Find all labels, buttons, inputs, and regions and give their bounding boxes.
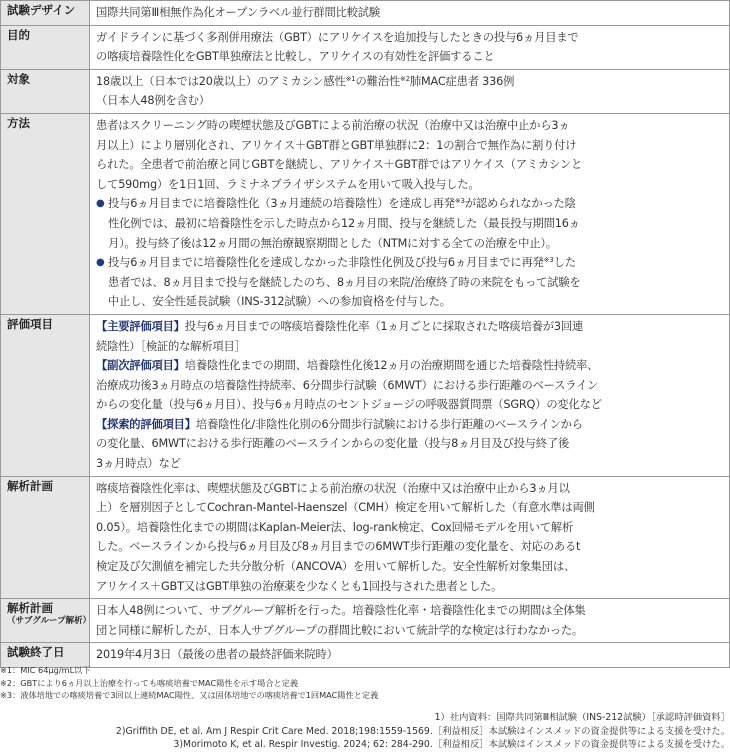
bullet-text — [108, 253, 723, 312]
endpoint-line — [96, 415, 723, 435]
endpoint-line: 治療成功後3ヵ月時点の培養陰性持続率、6分間歩行試験（6MWT）における歩行距離のベースライン — [96, 378, 599, 392]
bullet-text-part: 投与6ヵ月目までに培養陰性化を達成しなかった非陰性化例及び投与6ヵ月目までに再発 — [108, 256, 544, 270]
analysis-line: した。ベースラインから投与6ヵ月目及び8ヵ月目までの6MWT歩行距離の変化量を、対応のあるt — [96, 540, 581, 554]
endpoint-line: の変化量、6MWTにおける歩行距離のベースラインからの変化量（投与8ヵ月目及び投与終了後 — [96, 437, 570, 451]
footnote-mark: ※2 — [399, 74, 410, 83]
endpoint-text: 投与6ヵ月目までの喀痰培養陰性化率（1ヵ月ごとに採取された喀痰培養が3回連 — [184, 319, 584, 333]
value-endpoints — [90, 314, 730, 476]
label-objective: 目的 — [1, 25, 90, 69]
method-line: して590mg）を1日1回、ラミナネブライザシステムを用いて吸入投与した。 — [96, 177, 480, 191]
references — [0, 711, 730, 752]
subgroup-line: 日本人48例について、サブグループ解析を行った。培養陰性化率・培養陰性化までの期間は全体集 — [96, 604, 586, 618]
footnote-mark: ※3 — [454, 197, 465, 206]
reference: 2)Griffith DE, et al. Am J Respir Crit Care Med. 2018;198:1559-1569.［利益相反］本試験はインスメッドの資金提供等による支援を受けた。 — [115, 725, 730, 737]
subjects-text: 18歳以上（日本では20歳以上）のアミカシン感性 — [96, 74, 346, 88]
footnote-mark: ※1 — [345, 74, 356, 83]
label-subgroup-main: 解析計画 — [7, 601, 53, 616]
row-subgroup — [1, 599, 730, 643]
bullet-icon: ● — [96, 257, 105, 269]
label-analysis: 解析計画 — [1, 476, 90, 599]
method-line — [108, 194, 723, 214]
footnote: ※1：MIC 64μg/mL以下 — [0, 665, 91, 675]
row-endpoints — [1, 314, 730, 476]
method-line: 患者では、8ヵ月目まで投与を継続したのち、8ヵ月目の来院/治療終了時の来院をもって試験を — [108, 275, 581, 289]
method-bullet — [96, 194, 723, 253]
bullet-text-part: が認められなかった陰 — [464, 197, 576, 211]
footnote: ※2：GBTにより6ヵ月以上治療を行っても喀痰培養でMAC陽性を示す場合と定義 — [0, 677, 299, 688]
bullet-text-part: した — [553, 256, 576, 270]
objective-line: の喀痰培養陰性化をGBT単独療法と比較し、アリケイスの有効性を評価すること — [96, 50, 495, 64]
reference: 3)Morimoto K, et al. Respir Investig. 2024; 62: 284-290.［利益相反］本試験はインスメッドの資金提供等による支援を受けた。 — [173, 739, 730, 750]
endpoint-line: 3ヵ月時点）など — [96, 457, 181, 471]
label-subgroup-sub: （サブグループ解析） — [7, 616, 92, 627]
subjects-line — [96, 72, 723, 92]
row-subjects — [1, 69, 730, 113]
method-line: 月以上）により層別化され、アリケイス＋GBT群とGBT単独群に2：1の割合で無作為に割り付け — [96, 138, 577, 152]
method-line — [108, 253, 723, 273]
label-subgroup — [1, 599, 90, 643]
exploratory-endpoint-heading: 【探索的評価項目】 — [96, 417, 196, 431]
bullet-text-part: 投与6ヵ月目までに培養陰性化（3ヵ月連続の培養陰性）を達成し再発 — [108, 197, 455, 211]
subgroup-line: 団と同様に解析したが、日本人サブグループの群間比較において統計学的な検定は行わなかった。 — [96, 623, 584, 637]
subjects-text: の難治性 — [355, 74, 400, 88]
endpoint-line — [96, 356, 723, 376]
method-bullet — [96, 253, 723, 312]
endpoint-text: 培養陰性化までの期間、培養陰性化後12ヵ月の治療期間を通じた培養陰性持続率、 — [184, 359, 599, 373]
label-subjects: 対象 — [1, 69, 90, 113]
footnote-mark: ※3 — [543, 256, 554, 265]
endpoint-line: 続陰性）［検証的な解析項目］ — [96, 339, 246, 353]
row-objective — [1, 25, 730, 69]
analysis-line: 0.05）。培養陰性化までの期間はKaplan-Meier法、log-rank検定、Cox回帰モデルを用いて解析 — [96, 520, 574, 534]
value-analysis — [90, 476, 730, 599]
value-subgroup — [90, 599, 730, 643]
method-line: 性化例では、最初に培養陰性を示した時点から12ヵ月間、投与を継続した（最長投与期間16ヵ — [108, 216, 580, 230]
row-analysis — [1, 476, 730, 599]
endpoint-line — [96, 317, 723, 337]
analysis-line: 検定及び欠測値を補完した共分散分析（ANCOVA）を用いて解析した。安全性解析対象集団は、 — [96, 560, 576, 574]
value-method — [90, 113, 730, 314]
footnotes — [0, 664, 730, 702]
label-method: 方法 — [1, 113, 90, 314]
analysis-line: 上）を層別因子としてCochran-Mantel-Haenszel（CMH）検定を用いて解析した（有意水準は両側 — [96, 501, 595, 515]
footnote: ※3：液体培地での喀痰培養で3回以上連続MAC陽性、又は固体培地での喀痰培養で1回MAC陽性と定義 — [0, 690, 379, 700]
method-line: 患者はスクリーニング時の喫煙状態及びGBTによる前治療の状況（治療中又は治療中止から3ヵ — [96, 118, 570, 132]
value-design: 国際共同第Ⅲ相無作為化オープンラベル並行群間比較試験 — [90, 1, 730, 26]
endpoint-text: 培養陰性化/非陰性化別の6分間歩行試験における歩行距離のベースラインから — [195, 417, 583, 431]
method-line: 月）。投与終了後は12ヵ月間の無治療観察期間とした（NTMに対する全ての治療を中止）。 — [108, 236, 557, 250]
subjects-text: 肺MAC症患者 336例 — [409, 74, 515, 88]
analysis-line: 喀痰培養陰性化率は、喫煙状態及びGBTによる前治療の状況（治療中又は治療中止から3ヵ月以 — [96, 481, 570, 495]
analysis-line: アリケイス＋GBT又はGBT単独の治療薬を少なくとも1回投与された患者とした。 — [96, 579, 503, 593]
value-subjects — [90, 69, 730, 113]
endpoint-line: からの変化量（投与6ヵ月目）、投与6ヵ月時点のセントジョージの呼吸器質問票（SGRQ）の変化など — [96, 398, 602, 412]
subjects-line: （日本人48例を含む） — [96, 94, 210, 108]
objective-line: ガイドラインに基づく多剤併用療法（GBT）にアリケイスを追加投与したときの投与6ヵ月目まで — [96, 30, 579, 44]
method-line: られた。全患者で前治療と同じGBTを継続し、アリケイス＋GBT群ではアリケイス（アミカシンと — [96, 158, 583, 172]
method-line: 中止し、安全性延長試験（INS-312試験）への参加資格を付与した。 — [108, 295, 451, 309]
bullet-icon: ● — [96, 198, 105, 210]
primary-endpoint-heading: 【主要評価項目】 — [96, 319, 185, 333]
value-objective — [90, 25, 730, 69]
bullet-text — [108, 194, 723, 253]
label-design: 試験デザイン — [1, 1, 90, 26]
row-design — [1, 1, 730, 26]
value-end-date: 2019年4月3日（最後の患者の最終評価来院時） — [90, 643, 730, 668]
secondary-endpoint-heading: 【副次評価項目】 — [96, 359, 185, 373]
reference: 1）社内資料：国際共同第Ⅲ相試験（INS-212試験）［承認時評価資料］ — [434, 712, 730, 723]
label-end-date: 試験終了日 — [1, 643, 90, 668]
label-endpoints: 評価項目 — [1, 314, 90, 476]
row-method — [1, 113, 730, 314]
